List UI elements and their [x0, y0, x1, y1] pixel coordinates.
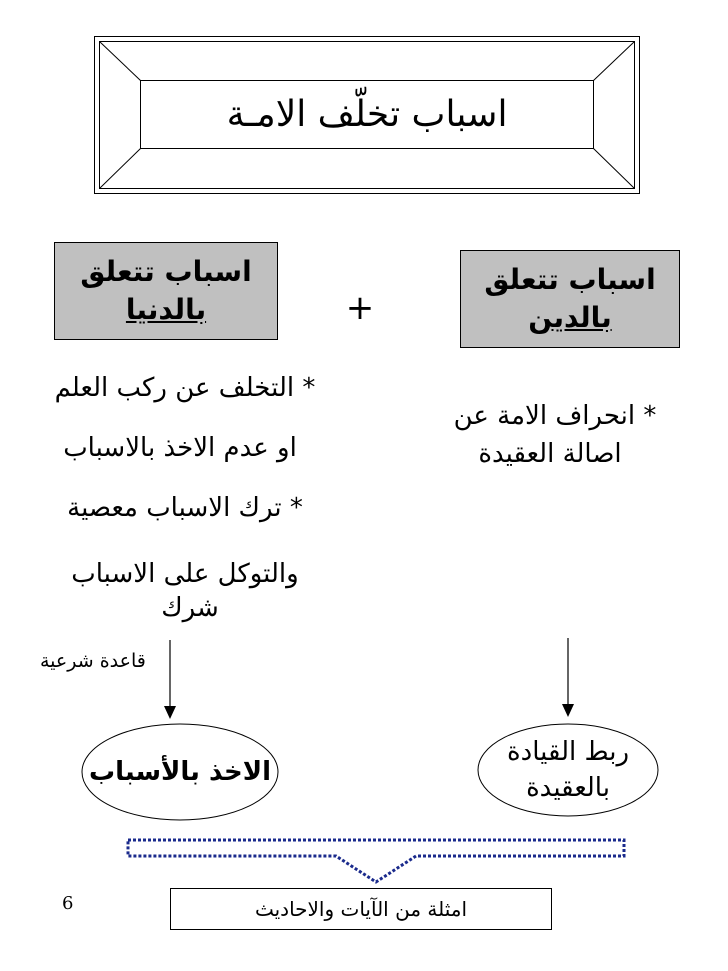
box-religious-line2: بالدين — [528, 301, 612, 334]
left-point-1: * التخلف عن ركب العلم — [54, 373, 316, 403]
right-point-2: اصالة العقيدة — [478, 439, 622, 469]
plus-sign: + — [345, 288, 375, 328]
page-number: 6 — [62, 893, 74, 914]
converging-arrow — [126, 836, 626, 888]
page-title: اسباب تخلّف الامـة — [226, 93, 508, 135]
box-worldly-line1: اسباب تتعلق — [80, 255, 252, 288]
box-religious-causes — [460, 250, 680, 348]
box-worldly-causes — [54, 242, 278, 340]
footer-box: امثلة من الآيات والاحاديث — [170, 888, 552, 930]
left-point-4: والتوكل على الاسباب — [71, 559, 299, 589]
left-point-3: * ترك الاسباب معصية — [67, 493, 303, 523]
left-point-2: او عدم الاخذ بالاسباب — [63, 433, 297, 463]
rule-label: قاعدة شرعية — [40, 650, 146, 672]
ellipse-taking-means-label: الاخذ بالأسباب — [88, 757, 272, 787]
left-point-5: شرك — [161, 593, 219, 623]
box-religious-line1: اسباب تتعلق — [484, 263, 656, 296]
ellipse-taking-means-text — [60, 722, 300, 822]
ellipse-linking-leadership-text — [476, 722, 660, 818]
arrow-left — [160, 640, 180, 720]
box-worldly-line2: بالدنيا — [125, 293, 207, 326]
arrow-right — [558, 638, 578, 718]
right-point-1: * انحراف الامة عن — [453, 401, 657, 431]
ellipse-linking-line1: ربط القيادة — [507, 737, 630, 767]
ellipse-linking-line2: بالعقيدة — [526, 773, 610, 803]
